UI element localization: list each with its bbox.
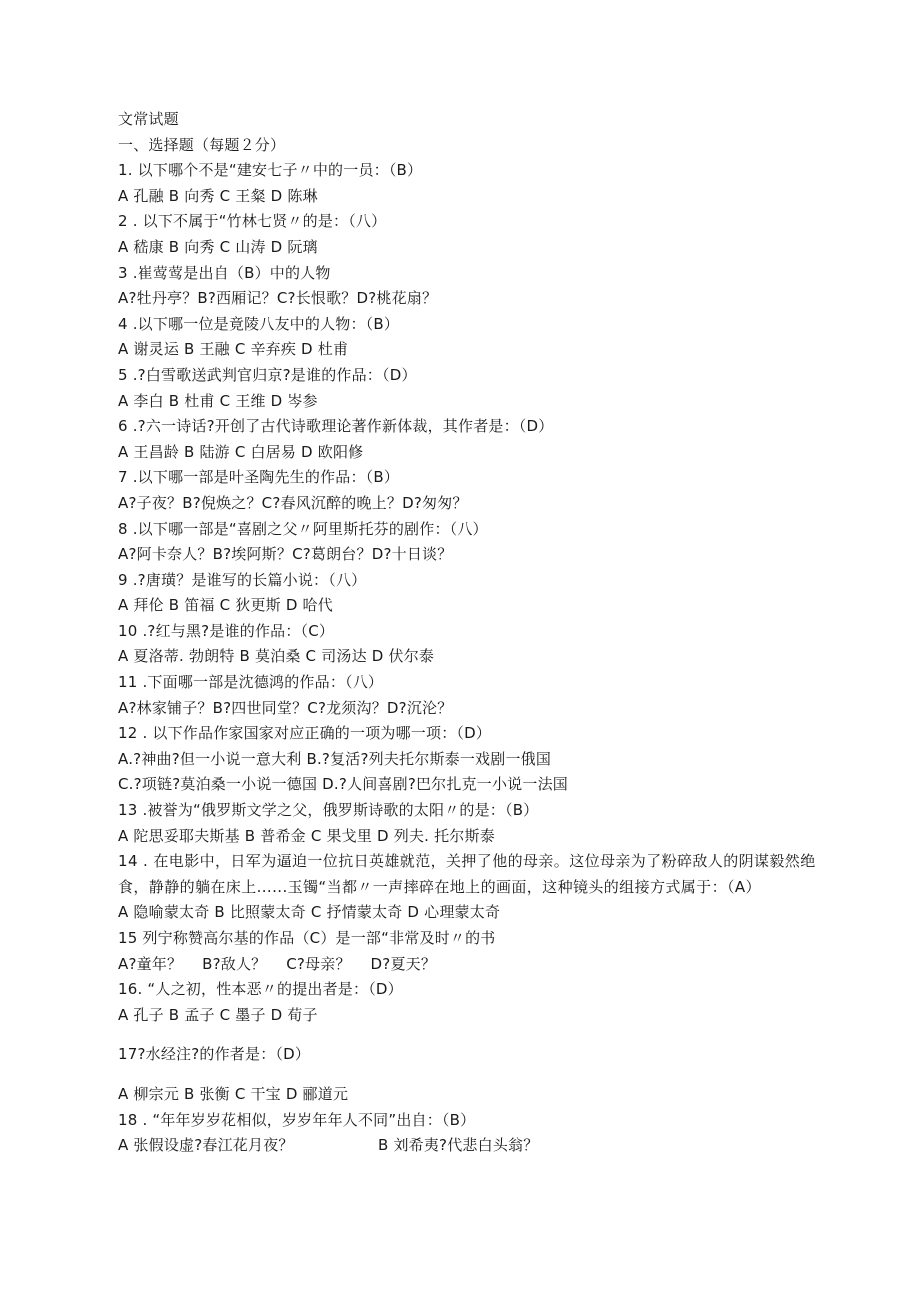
question-14: 14 . 在电影中，日军为逼迫一位抗日英雄就范，关押了他的母亲。这位母亲为了粉碎敌人的阴谋毅然绝食，静静的躺在床上......玉镯“当都〃一声摔碎在地上的画面，这种镜头的组接方式属于：（A） xyxy=(118,852,816,896)
question-9: 9 .?唐璜？是谁写的长篇小说：（八） xyxy=(118,570,367,589)
question-12-options-cd: C.?项链?莫泊桑一小说一德国 D.?人间喜剧?巴尔扎克一小说一法国 xyxy=(118,775,568,794)
question-18: 18 . “年年岁岁花相似，岁岁年年人不同”出自：（B） xyxy=(118,1110,476,1129)
question-1: 1. 以下哪个不是“建安七子〃中的一员：（B） xyxy=(118,161,423,180)
question-3: 3 .崔莺莺是出自（B）中的人物 xyxy=(118,263,331,282)
question-4-options: A 谢灵运 B 王融 C 辛弃疾 D 杜甫 xyxy=(118,340,349,359)
question-17-options: A 柳宗元 B 张衡 C 干宝 D 郦道元 xyxy=(118,1084,349,1103)
question-2: 2 . 以下不属于“竹林七贤〃的是：（八） xyxy=(118,212,387,231)
question-16: 16. “人之初，性本恶〃的提出者是：（D） xyxy=(118,980,403,999)
question-13: 13 .被誉为“俄罗斯文学之父，俄罗斯诗歌的太阳〃的是：（B） xyxy=(118,801,539,820)
question-15: 15 列宁称赞高尔基的作品（C）是一部“非常及时〃的书 xyxy=(118,929,496,947)
question-12: 12 . 以下作品作家国家对应正确的一项为哪一项：（D） xyxy=(118,724,492,743)
question-14-options: A 隐喻蒙太奇 B 比照蒙太奇 C 抒情蒙太奇 D 心理蒙太奇 xyxy=(118,903,501,922)
question-9-options: A 拜伦 B 笛福 C 狄更斯 D 哈代 xyxy=(118,596,333,615)
question-16-options: A 孔子 B 孟子 C 墨子 D 荀子 xyxy=(118,1005,318,1024)
question-5-options: A 李白 B 杜甫 C 王维 D 岑参 xyxy=(118,391,318,410)
section-heading: 一、选择题（每题２分） xyxy=(118,135,286,154)
question-10: 10 .?红与黑?是谁的作品：（C） xyxy=(118,621,335,640)
question-17: 17?水经注?的作者是：（D） xyxy=(118,1045,311,1064)
question-15-options: A?童年？ B?敌人？ C?母亲？ D?夏天？ xyxy=(118,954,437,973)
question-4: 4 .以下哪一位是竟陵八友中的人物：（B） xyxy=(118,314,400,333)
question-18-options xyxy=(118,1133,818,1159)
question-10-options: A 夏洛蒂. 勃朗特 B 莫泊桑 C 司汤达 D 伏尔泰 xyxy=(118,647,435,666)
exam-document xyxy=(118,107,818,1159)
question-11-options: A?林家铺子？B?四世同堂？C?龙须沟？D?沉沦？ xyxy=(118,698,453,717)
question-12-options-ab: A.?神曲?但一小说一意大利 B.?复活?列夫托尔斯泰一戏剧一俄国 xyxy=(118,749,552,768)
question-11: 11 .下面哪一部是沈德鸿的作品：（八） xyxy=(118,673,384,692)
question-8: 8 .以下哪一部是“喜剧之父〃阿里斯托芬的剧作：（八） xyxy=(118,519,488,538)
question-2-options: A 嵇康 B 向秀 C 山涛 D 阮璃 xyxy=(118,237,318,256)
question-6-options: A 王昌龄 B 陆游 C 白居易 D 欧阳修 xyxy=(118,442,364,461)
question-3-options: A?牡丹亭？B?西厢记？C?长恨歌？D?桃花扇？ xyxy=(118,289,438,308)
question-1-options: A 孔融 B 向秀 C 王粲 D 陈琳 xyxy=(118,186,318,205)
question-18-option-b: B 刘希夷?代悲白头翁？ xyxy=(378,1136,539,1155)
question-5: 5 .?白雪歌送武判官归京?是谁的作品：（D） xyxy=(118,365,417,384)
document-title: 文常试题 xyxy=(118,110,179,128)
question-7-options: A?子夜？B?倪焕之？C?春风沉醉的晚上？D?匆匆？ xyxy=(118,493,468,512)
question-8-options: A?阿卡奈人？B?埃阿斯？C?葛朗台？D?十日谈？ xyxy=(118,545,453,564)
question-13-options: A 陀思妥耶夫斯基 B 普希金 C 果戈里 D 列夫. 托尔斯泰 xyxy=(118,826,495,845)
question-7: 7 .以下哪一部是叶圣陶先生的作品：（B） xyxy=(118,468,400,487)
question-18-option-a: A 张假设虚?春江花月夜？ xyxy=(118,1136,294,1155)
question-6: 6 .?六一诗话?开创了古代诗歌理论著作新体裁，其作者是：（D） xyxy=(118,417,554,436)
